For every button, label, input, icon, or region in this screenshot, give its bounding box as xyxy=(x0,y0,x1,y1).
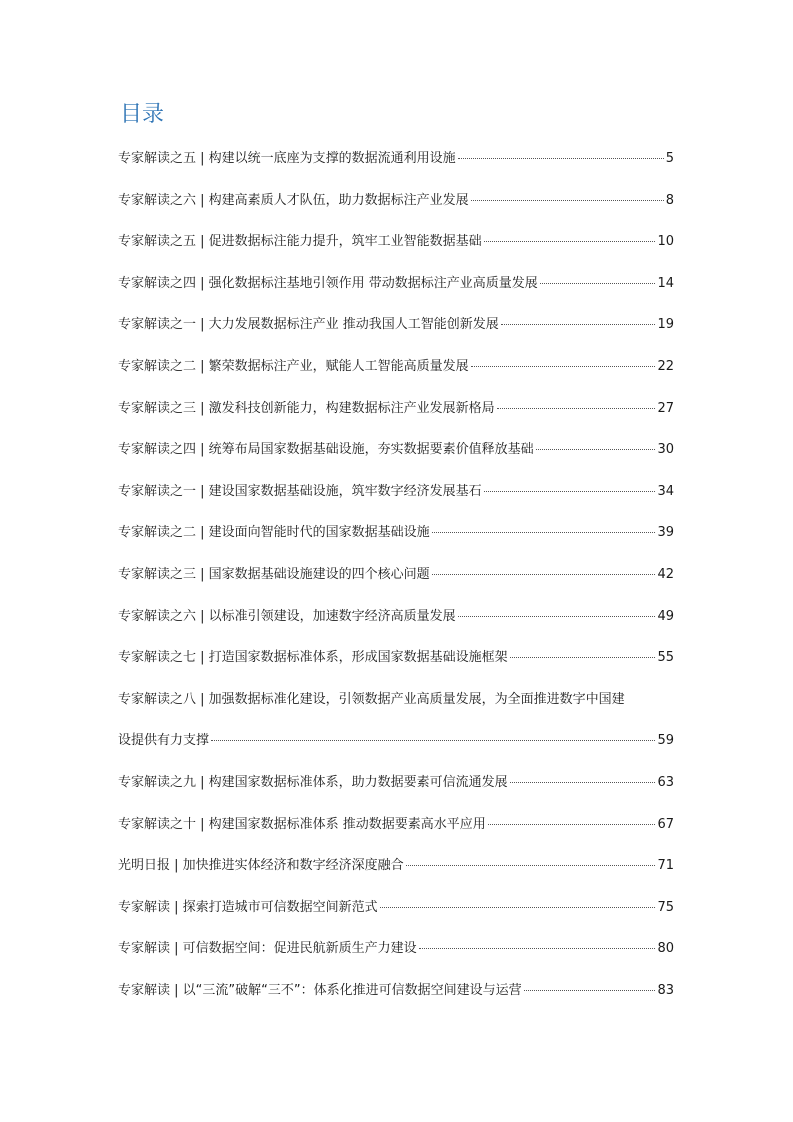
toc-entry-title: 专家解读之十 | 构建国家数据标准体系 推动数据要素高水平应用 xyxy=(118,816,486,832)
toc-page-number: 75 xyxy=(657,899,674,915)
dot-leader xyxy=(510,656,656,658)
dot-leader xyxy=(432,531,656,533)
toc-title: 目录 xyxy=(120,102,165,127)
toc-page-number: 27 xyxy=(657,400,674,416)
toc-entry-title: 专家解读之六 | 以标准引领建设，加速数字经济高质量发展 xyxy=(118,608,456,624)
toc-entry[interactable] xyxy=(118,606,674,648)
toc-page-number: 5 xyxy=(665,151,674,166)
dot-leader xyxy=(458,615,656,617)
dot-leader xyxy=(484,240,656,242)
toc-entry-title: 专家解读之四 | 强化数据标注基地引领作用 带动数据标注产业高质量发展 xyxy=(118,275,538,291)
toc-page-number: 42 xyxy=(657,566,674,582)
dot-leader xyxy=(471,365,656,367)
dot-leader xyxy=(524,989,656,991)
toc-entry-title: 专家解读之九 | 构建国家数据标准体系，助力数据要素可信流通发展 xyxy=(118,774,508,790)
toc-entry-title: 专家解读之一 | 大力发展数据标注产业 推动我国人工智能创新发展 xyxy=(118,317,499,333)
toc-page-number: 10 xyxy=(657,234,674,250)
toc-page-number: 49 xyxy=(657,608,674,624)
toc-entry-title: 专家解读之六 | 构建高素质人才队伍，助力数据标注产业发展 xyxy=(118,192,469,208)
dot-leader xyxy=(432,573,656,575)
dot-leader xyxy=(488,823,656,825)
toc-entry[interactable] xyxy=(118,938,674,980)
toc-page-number: 83 xyxy=(657,982,674,998)
dot-leader xyxy=(419,947,656,949)
toc-page-number: 71 xyxy=(657,858,674,874)
dot-leader xyxy=(458,157,664,159)
toc-entry-line2 xyxy=(118,730,674,772)
toc-entry-title: 专家解读 | 探索打造城市可信数据空间新范式 xyxy=(118,899,378,915)
dot-leader xyxy=(380,906,656,908)
toc-entry[interactable] xyxy=(118,231,674,273)
toc-entry-title: 专家解读之二 | 建设面向智能时代的国家数据基础设施 xyxy=(118,525,430,541)
toc-entry-title: 专家解读之二 | 繁荣数据标注产业，赋能人工智能高质量发展 xyxy=(118,358,469,374)
toc-entry[interactable] xyxy=(118,647,674,689)
toc-entry[interactable] xyxy=(118,356,674,398)
toc-entry-title: 专家解读之三 | 国家数据基础设施建设的四个核心问题 xyxy=(118,566,430,582)
toc-entry-title: 专家解读 | 以“三流”破解“三不”：体系化推进可信数据空间建设与运营 xyxy=(118,982,522,998)
toc-entry-title: 专家解读之五 | 促进数据标注能力提升，筑牢工业智能数据基础 xyxy=(118,234,482,250)
toc-entry-title: 专家解读之五 | 构建以统一底座为支撑的数据流通利用设施 xyxy=(118,151,456,166)
toc-entry[interactable] xyxy=(118,148,674,190)
toc-page-number: 8 xyxy=(665,192,674,208)
toc-entry[interactable] xyxy=(118,855,674,897)
toc-entry-title: 专家解读之一 | 建设国家数据基础设施，筑牢数字经济发展基石 xyxy=(118,483,482,499)
toc-entry[interactable] xyxy=(118,481,674,523)
toc-entry-title: 专家解读之四 | 统筹布局国家数据基础设施，夯实数据要素价值释放基础 xyxy=(118,442,534,458)
toc-page-number: 19 xyxy=(657,317,674,333)
dot-leader xyxy=(501,323,656,325)
toc-entry[interactable] xyxy=(118,190,674,232)
toc-entry[interactable] xyxy=(118,564,674,606)
toc-entry[interactable] xyxy=(118,772,674,814)
toc-entry-title-line1: 专家解读之八 | 加强数据标准化建设，引领数据产业高质量发展，为全面推进数字中国建 xyxy=(118,691,625,707)
toc-entry[interactable] xyxy=(118,814,674,856)
toc-entry[interactable] xyxy=(118,689,674,772)
dot-leader xyxy=(471,199,664,201)
toc-list xyxy=(118,148,674,1021)
toc-page-number: 59 xyxy=(657,733,674,749)
toc-entry[interactable] xyxy=(118,439,674,481)
dot-leader xyxy=(510,781,656,783)
dot-leader xyxy=(211,739,655,741)
toc-page-number: 39 xyxy=(657,525,674,541)
toc-entry[interactable] xyxy=(118,522,674,564)
toc-page-number: 63 xyxy=(657,774,674,790)
dot-leader xyxy=(540,282,656,284)
toc-entry[interactable] xyxy=(118,314,674,356)
toc-page-number: 80 xyxy=(657,941,674,957)
toc-entry-title-line2: 设提供有力支撑 xyxy=(118,733,210,749)
toc-page-number: 67 xyxy=(657,816,674,832)
toc-page-number: 14 xyxy=(657,275,674,291)
toc-page-number: 55 xyxy=(657,650,674,666)
toc-entry-title: 光明日报 | 加快推进实体经济和数字经济深度融合 xyxy=(118,858,404,874)
toc-entry-title: 专家解读 | 可信数据空间：促进民航新质生产力建设 xyxy=(118,941,417,957)
toc-entry[interactable] xyxy=(118,273,674,315)
toc-page-number: 22 xyxy=(657,358,674,374)
toc-page-number: 34 xyxy=(657,483,674,499)
dot-leader xyxy=(406,864,656,866)
dot-leader xyxy=(484,490,656,492)
toc-page-number: 30 xyxy=(657,442,674,458)
toc-entry[interactable] xyxy=(118,897,674,939)
toc-entry[interactable] xyxy=(118,398,674,440)
toc-entry-title: 专家解读之七 | 打造国家数据标准体系，形成国家数据基础设施框架 xyxy=(118,650,508,666)
dot-leader xyxy=(497,407,656,409)
toc-entry[interactable] xyxy=(118,980,674,1022)
dot-leader xyxy=(536,448,656,450)
toc-entry-title: 专家解读之三 | 激发科技创新能力，构建数据标注产业发展新格局 xyxy=(118,400,495,416)
